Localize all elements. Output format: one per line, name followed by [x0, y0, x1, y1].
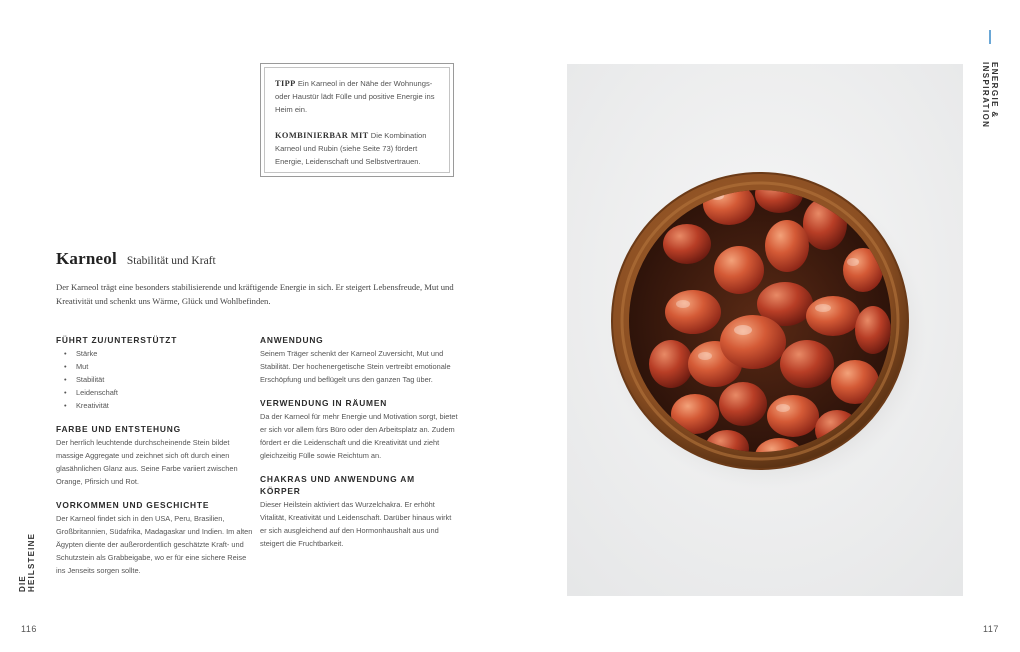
color-heading: FARBE UND ENTSTEHUNG [56, 424, 181, 434]
right-column [260, 334, 458, 561]
section-tab-left: DIE HEILSTEINE [18, 532, 36, 592]
title-main: Karneol [56, 249, 117, 268]
carnelian-bowl-photo [567, 64, 963, 596]
supports-section [56, 334, 254, 412]
photo-illustration [567, 64, 963, 596]
intro-text: Der Karneol trägt eine besonders stabilisierende und kräftigende Energie in sich. Er steigert Lebensfreude, Mut und Kreativität und schenkt uns Wärme, Glück und Wohlbefinden. [56, 282, 454, 306]
list-item: • Mut [56, 360, 254, 373]
page-number-right: 117 [983, 624, 999, 634]
title-subtitle: Stabilität und Kraft [126, 255, 216, 267]
left-column [56, 334, 254, 588]
color-text: Der herrlich leuchtende durchscheinende Stein bildet massige Aggregate und zeichnet sich oft durch einen glasähnlichen Glanz aus. Seine Farbe variiert zwischen Orange, Pfirsich und Rot. [56, 438, 238, 486]
history-heading: VORKOMMEN UND GESCHICHTE [56, 500, 210, 510]
page-number-left: 116 [21, 624, 37, 634]
tip-label: TIPP [275, 79, 296, 88]
list-item: • Kreativität [56, 399, 254, 412]
section-tab-right: ENERGIE & INSPIRATION [981, 62, 999, 129]
chapter-marker [989, 30, 991, 44]
use-heading: ANWENDUNG [260, 335, 324, 345]
chakras-heading: CHAKRAS UND ANWENDUNG AM KÖRPER [260, 474, 415, 496]
combo-text: Die Kombination Karneol und Rubin (siehe Seite 73) fördert Energie, Leidenschaft und Selbstvertrauen. [275, 131, 427, 166]
list-item: • Stärke [56, 347, 254, 360]
history-text: Der Karneol findet sich in den USA, Peru, Brasilien, Großbritannien, Südafrika, Madagaskar und Indien. Im alten Ägypten diente der außerordentlich geschätzte Kraft- und Schutzstein als Grabbeigabe, wo er für eine sichere Reise ins Jenseits sorgen sollte. [56, 514, 253, 575]
chakras-text: Dieser Heilstein aktiviert das Wurzelchakra. Er erhöht Vitalität, Kreativität und Leidenschaft. Darüber hinaus wirkt er sich ausgleichend auf den Hormonhaushalt aus und steigert die Fruchtbarkeit. [260, 500, 452, 548]
combo-label: KOMBINIERBAR MIT [275, 131, 369, 140]
supports-list [56, 347, 254, 412]
tip-paragraph [275, 77, 440, 116]
tip-box [260, 63, 454, 177]
supports-heading: FÜHRT ZU/UNTERSTÜTZT [56, 335, 178, 345]
use-section [260, 334, 458, 386]
rooms-text: Da der Karneol für mehr Energie und Motivation sorgt, bietet er sich vor allem fürs Büro oder den Arbeitsplatz an. Zudem fördert er die Leidenschaft und die Kreativität und zieht gleichzeitig Fülle sowie Reichtum an. [260, 412, 458, 460]
history-section [56, 499, 254, 577]
rooms-section [260, 397, 458, 462]
rooms-heading: VERWENDUNG IN RÄUMEN [260, 398, 388, 408]
chakras-section [260, 473, 458, 550]
tip-box-inner [264, 67, 450, 173]
color-section [56, 423, 254, 488]
list-item: • Leidenschaft [56, 386, 254, 399]
stone-title [56, 249, 216, 269]
list-item: • Stabilität [56, 373, 254, 386]
combo-paragraph [275, 129, 440, 168]
use-text: Seinem Träger schenkt der Karneol Zuversicht, Mut und Stabilität. Der hochenergetische Stein vertreibt emotionale Erschöpfung und beflügelt uns den ganzen Tag über. [260, 349, 451, 384]
tip-text: Ein Karneol in der Nähe der Wohnungs- oder Haustür lädt Fülle und positive Energie ins Heim ein. [275, 79, 435, 114]
